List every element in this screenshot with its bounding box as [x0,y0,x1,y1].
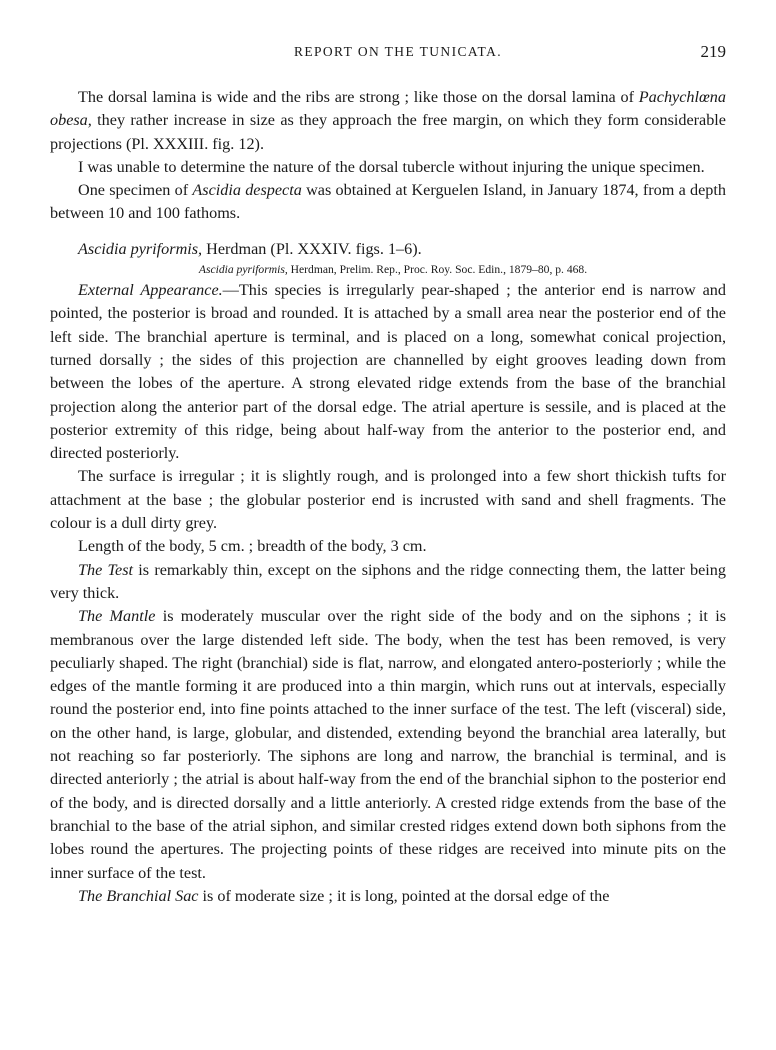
section-label: The Test [78,560,134,579]
species-name: Pachychlœna obesa, [50,88,726,130]
synonym-name: Ascidia pyriformis, [198,263,288,277]
section-label: External Appearance. [78,281,223,300]
text-run: is of moderate size ; it is long, pointed at the dorsal edge of the [198,886,610,905]
paragraph-mantle [50,605,726,885]
text-run: The dorsal lamina is wide and the ribs are strong ; like those on the dorsal lamina of [78,88,639,106]
synonym-reference [50,261,726,279]
species-heading [50,238,726,261]
species-heading-name: Ascidia pyriformis, [78,239,203,258]
running-title: REPORT ON THE TUNICATA. [293,44,503,59]
synonym-rest: Herdman, Prelim. Rep., Proc. Roy. Soc. Edin., 1879–80, p. 468. [287,263,588,277]
text-run: is moderately muscular over the right side of the body and on the siphons ; it is membranous over the large distended left side. The body, when the test has been removed, is very peculiarly shaped. The right (branchial) side is flat, narrow, and elongated antero-posteriorly ; while the edges of the mantle forming it are produced into a thin margin, which runs out at intervals, especially round the posterior end, into fine points attached to the inner surface of the test. The left (visceral) side, on the other hand, is large, globular, and distended, extending beyond the branchial area laterally, but not reaching so far posteriorly. The siphons are long and narrow, the branchial is terminal, and is directed anteriorly ; the atrial is about half-way from the end of the branchial siphon to the posterior end of the body, and is directed dorsally and a little anteriorly. A crested ridge extends from the base of the branchial to the base of the atrial siphon, and similar crested ridges extend down both siphons from the lobes round the apertures. The projecting points of these ridges are received into minute pits on the inner surface of the test. [50,607,726,882]
paragraph-test [50,559,726,606]
paragraph-branchial-sac [50,885,726,908]
paragraph-dorsal-lamina [50,86,726,156]
text-run: is remarkably thin, except on the siphons and the ridge connecting them, the latter being very thick. [50,560,726,602]
paragraph-specimen-locality [50,179,726,226]
text-run: —This species is irregularly pear-shaped ; the anterior end is narrow and pointed, the posterior is broad and rounded. It is attached by a small area near the posterior end of the left side. The branchial aperture is terminal, and is placed on a long, somewhat conical projection, turned dorsally ; the sides of this projection are channelled by eight grooves leading down from between the lobes of the aperture. A strong elevated ridge extends from the base of the branchial projection along the anterior part of the dorsal edge. The atrial aperture is sessile, and is placed at the posterior extremity of this ridge, being about half-way from the anterior to the posterior end, and directed posteriorly. [50,281,726,463]
species-name: Ascidia despecta [192,181,302,200]
paragraph-surface: The surface is irregular ; it is slightly rough, and is prolonged into a few short thickish tufts for attachment at the base ; the globular posterior end is incrusted with sand and shell fragments. The colour is a dull dirty grey. [50,467,726,533]
text-run: they rather increase in size as they approach the free margin, on which they form considerable projections (Pl. XXXIII. fig. 12). [50,111,726,153]
paragraph-external-appearance [50,279,726,465]
running-head [50,40,726,64]
paragraph-length: Length of the body, 5 cm. ; breadth of the body, 3 cm. [78,537,427,556]
paragraph-dorsal-tubercle: I was unable to determine the nature of the dorsal tubercle without injuring the unique specimen. [78,157,705,176]
section-label: The Mantle [78,607,156,626]
text-run: One specimen of [78,181,193,200]
species-heading-rest: Herdman (Pl. XXXIV. figs. 1–6). [202,239,422,258]
text-run: was obtained at Kerguelen Island, in January 1874, from a depth between 10 and 100 fathoms. [50,181,726,223]
page [50,40,726,908]
section-label: The Branchial Sac [78,886,199,905]
page-number: 219 [700,42,726,61]
body-text [50,86,726,908]
